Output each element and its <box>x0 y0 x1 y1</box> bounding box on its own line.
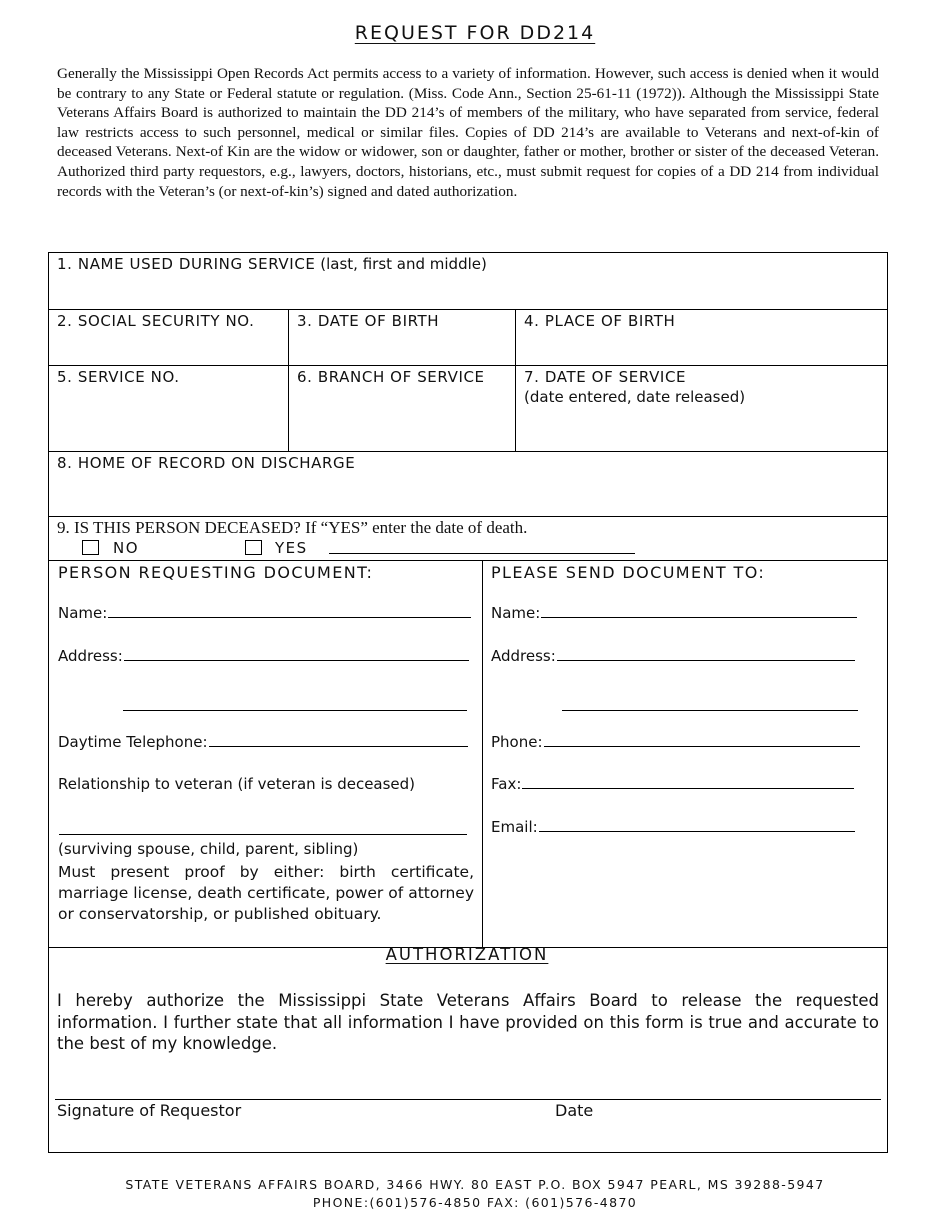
requestor-name-field[interactable] <box>58 604 471 622</box>
field-label: 5. SERVICE NO. <box>57 368 180 386</box>
field-label: 2. SOCIAL SECURITY NO. <box>57 312 255 330</box>
field-social-security[interactable] <box>49 310 288 365</box>
field-label: 8. HOME OF RECORD ON DISCHARGE <box>57 454 356 472</box>
yes-checkbox[interactable] <box>245 540 262 555</box>
field-label: 3. DATE OF BIRTH <box>297 312 440 330</box>
footer-contact: PHONE:(601)576-4850 FAX: (601)576-4870 <box>312 1195 638 1210</box>
send-to-address-field[interactable] <box>491 647 855 665</box>
no-label: NO <box>113 539 140 557</box>
field-note: (last, first and middle) <box>320 255 487 273</box>
send-to-fax-field[interactable] <box>491 775 854 793</box>
requestor-address-line-2[interactable] <box>122 697 467 715</box>
field-label: Phone: <box>491 733 543 751</box>
requestor-address-field[interactable] <box>58 647 469 665</box>
relationship-label: Relationship to veteran (if veteran is deceased) <box>58 775 416 793</box>
yes-label: YES <box>275 539 308 557</box>
intro-paragraph: Generally the Mississippi Open Records Act permits access to a variety of information. However, such access is denied when it would be contrary to any State or Federal statute or regulation. (Miss. Code Ann., Section 25-61-11 (1972)). Although the Mississippi State Veterans Affairs Board is authorized to maintain the DD 214’s of members of the military, who have separated from service, federal law restricts access to such personnel, medical or similar files. Copies of DD 214’s are available to Veterans and next-of-kin of deceased Veterans. Next-of Kin are the widow or widower, son or daughter, father or mother, brother or sister of the deceased Veteran. Authorized third party requestors, e.g., lawyers, doctors, historians, etc., must submit request for copies of a DD 214 from individual records with the Veteran’s (or next-of-kin’s) signed and dated authorization. <box>57 65 879 200</box>
send-to-name-field[interactable] <box>491 604 857 622</box>
field-label: 4. PLACE OF BIRTH <box>524 312 676 330</box>
authorization-text: I hereby authorize the Mississippi State Veterans Affairs Board to release the requested information. I further state that all information I have provided on this form is true and accurate to the best of my knowledge. <box>57 991 879 1053</box>
signature-label: Signature of Requestor <box>57 1101 242 1120</box>
no-checkbox[interactable] <box>82 540 99 555</box>
send-to-heading: PLEASE SEND DOCUMENT TO: <box>491 563 766 582</box>
signature-line[interactable] <box>55 1099 881 1100</box>
field-label: Address: <box>58 647 123 665</box>
deceased-question: 9. IS THIS PERSON DECEASED? If “YES” enter the date of death. <box>57 518 528 537</box>
authorization-heading: AUTHORIZATION <box>385 945 549 964</box>
date-label: Date <box>555 1101 594 1120</box>
requestor-heading: PERSON REQUESTING DOCUMENT: <box>58 563 374 582</box>
field-name-during-service[interactable] <box>49 253 887 309</box>
date-of-death-line[interactable] <box>329 553 635 554</box>
footer-address: STATE VETERANS AFFAIRS BOARD, 3466 HWY. 80 EAST P.O. BOX 5947 PEARL, MS 39288-5947 <box>125 1177 825 1192</box>
field-date-of-service[interactable] <box>516 366 887 451</box>
field-branch-of-service[interactable] <box>289 366 515 451</box>
proof-note: Must present proof by either: birth certificate, marriage license, death certificate, power of attorney or conservatorship, or published obituary. <box>58 863 474 923</box>
field-label: 1. NAME USED DURING SERVICE <box>57 255 316 273</box>
field-label: Address: <box>491 647 556 665</box>
field-service-no[interactable] <box>49 366 288 451</box>
send-to-email-field[interactable] <box>491 818 855 836</box>
field-label: Daytime Telephone: <box>58 733 208 751</box>
field-place-of-birth[interactable] <box>516 310 887 365</box>
field-label: Name: <box>58 604 108 622</box>
field-label: Fax: <box>491 775 522 793</box>
send-to-address-line-2[interactable] <box>561 697 858 715</box>
field-note: (date entered, date released) <box>524 388 746 406</box>
relationship-line[interactable] <box>58 821 467 839</box>
field-label: Name: <box>491 604 541 622</box>
field-date-of-birth[interactable] <box>289 310 515 365</box>
divider <box>49 560 887 561</box>
field-label: 6. BRANCH OF SERVICE <box>297 368 485 386</box>
field-label: 7. DATE OF SERVICE <box>524 368 687 386</box>
send-to-phone-field[interactable] <box>491 733 860 751</box>
page-title: REQUEST FOR DD214 <box>354 22 596 44</box>
requestor-phone-field[interactable] <box>58 733 468 751</box>
field-label: Email: <box>491 818 538 836</box>
divider <box>482 560 483 947</box>
field-home-of-record[interactable] <box>49 452 887 516</box>
relationship-examples: (surviving spouse, child, parent, sibling) <box>58 840 359 858</box>
